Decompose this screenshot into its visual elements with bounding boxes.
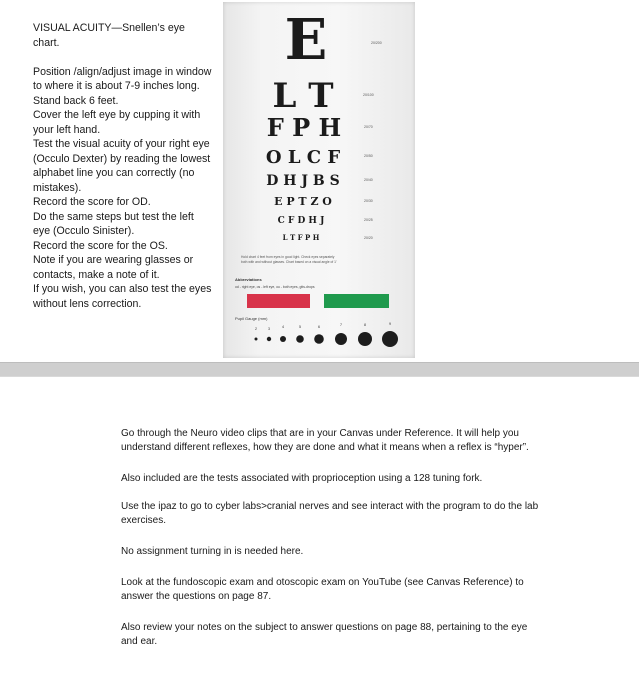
chart-row-1: E — [284, 7, 328, 73]
pupil-dot — [335, 333, 347, 345]
pupil-dot — [358, 332, 372, 346]
chart-row-3: F P H — [266, 113, 342, 142]
chart-row-2: L T — [272, 76, 334, 116]
snellen-eye-chart-image — [223, 2, 415, 358]
pupil-dot — [314, 334, 324, 344]
chart-ratio-5: 20/40 — [364, 178, 373, 182]
note-paragraph: Go through the Neuro video clips that are in your Canvas under Reference. It will help you understand different reflexes, how they are done and what it means when a reflex is “hyper”. — [121, 428, 529, 453]
pupil-dot — [382, 331, 398, 347]
pupil-size-label: 2 — [255, 327, 257, 331]
chart-footnote-1: Hold chart 4 feet from eyes in good light. Check eyes separately — [241, 255, 335, 259]
chart-row-6: E P T Z O — [274, 195, 332, 208]
note-paragraph: Also review your notes on the subject to answer questions on page 88, pertaining to the eye and ear. — [121, 622, 528, 647]
pupil-size-label: 7 — [340, 323, 342, 327]
chart-ratio-6: 20/30 — [364, 199, 373, 203]
instruction-line: Position /align/adjust image in window to where it is about 7-9 inches long. — [33, 65, 212, 92]
pupil-dot — [267, 337, 271, 341]
note-paragraph: Use the ipaz to go to cyber labs>cranial nerves and see interact with the program to do the lab exercises. — [121, 501, 539, 526]
chart-ratio-7: 20/25 — [364, 218, 373, 222]
pupil-dot — [255, 338, 258, 341]
instruction-line: Do the same steps but test the left eye (Occulo Sinister). — [33, 210, 194, 237]
pupil-size-label: 9 — [389, 322, 391, 326]
chart-row-5: D H J B S — [266, 173, 340, 189]
abbreviations-text: od - right eye, os - left eye, ou - both eyes, gtts-drops — [235, 285, 315, 289]
chart-ratio-2: 20/100 — [363, 93, 374, 97]
pupil-size-label: 3 — [268, 327, 270, 331]
instruction-line: If you wish, you can also test the eyes without lens correction. — [33, 283, 212, 310]
pupil-size-label: 4 — [282, 325, 284, 329]
red-bar — [247, 294, 310, 308]
instructions-title: VISUAL ACUITY—Snellen’s eye chart. — [33, 22, 185, 49]
instruction-line: Record the score for the OS. — [33, 239, 168, 252]
pupil-gauge-numbers — [255, 322, 391, 331]
note-paragraph: Look at the fundoscopic exam and otoscopic exam on YouTube (see Canvas Reference) to answer the questions on page 87. — [121, 577, 524, 602]
pupil-size-label: 5 — [299, 325, 301, 329]
note-paragraph: No assignment turning in is needed here. — [121, 546, 304, 557]
chart-ratio-4: 20/50 — [364, 154, 373, 158]
chart-row-4: O L C F — [265, 147, 341, 168]
abbreviations-label: Abbreviations — [235, 277, 262, 282]
instruction-line: Stand back 6 feet. — [33, 94, 119, 107]
green-bar — [324, 294, 389, 308]
pupil-dot — [280, 336, 286, 342]
chart-row-7: C F D H J — [277, 216, 325, 226]
chart-ratio-3: 20/70 — [364, 125, 373, 129]
chart-footnote-2: both with and without glasses. Chart based on a visual angle of 1' — [241, 260, 337, 264]
instruction-line: Test the visual acuity of your right eye (Occulo Dexter) by reading the lowest alphabet line you can correctly (no mistakes). — [33, 138, 211, 194]
note-paragraph: Also included are the tests associated with proprioception using a 128 tuning fork. — [121, 473, 483, 484]
notes-block — [121, 427, 541, 663]
pupil-size-label: 8 — [364, 323, 366, 327]
chart-ratio-8: 20/20 — [364, 236, 373, 240]
chart-ratio-1: 20/200 — [371, 41, 382, 45]
pupil-dot — [296, 335, 304, 343]
pupil-gauge-dots — [255, 331, 399, 347]
instruction-line: Note if you are wearing glasses or contacts, make a note of it. — [33, 254, 194, 281]
instruction-line: Cover the left eye by cupping it with your left hand. — [33, 109, 201, 136]
chart-row-8: L T F P H — [282, 233, 320, 242]
instructions-block — [33, 21, 213, 311]
pupil-size-label: 6 — [318, 325, 320, 329]
page-divider — [0, 362, 639, 377]
pupil-gauge-label: Pupil Gauge (mm) — [235, 316, 268, 321]
eye-chart-svg — [223, 2, 415, 358]
instruction-line: Record the score for OD. — [33, 196, 151, 208]
